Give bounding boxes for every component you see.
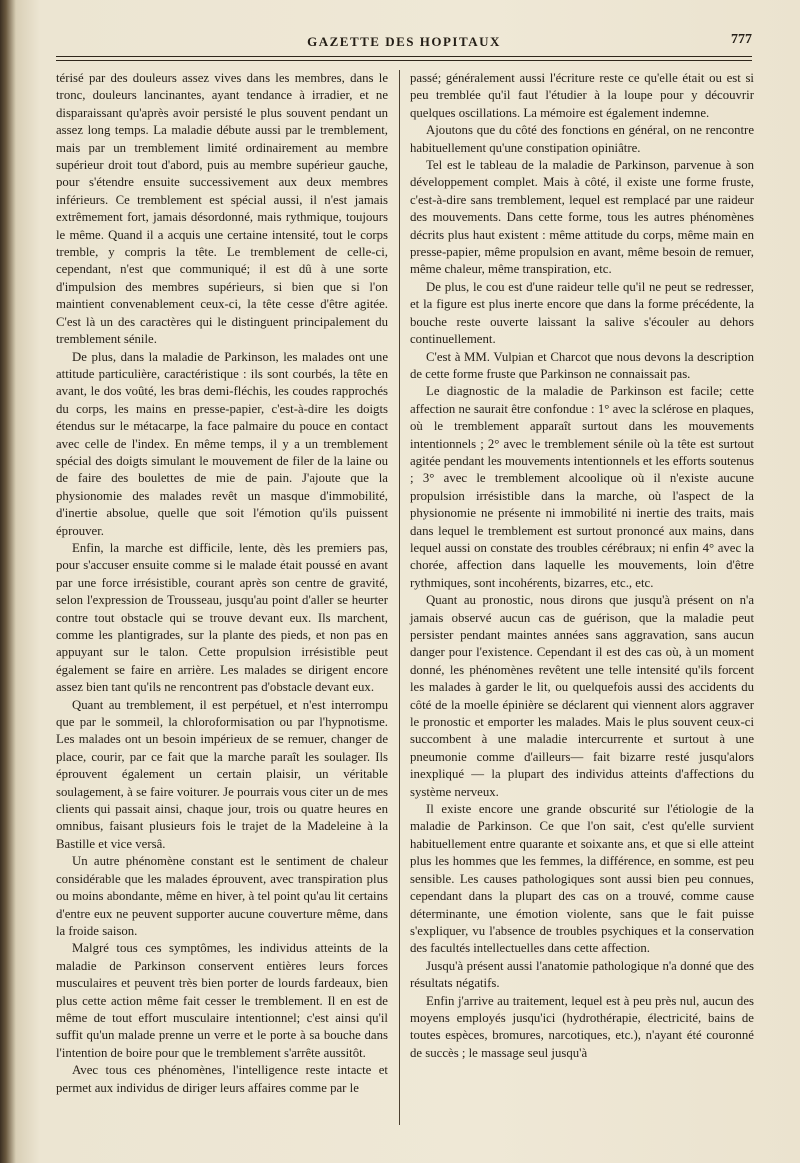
- paragraph: Ajoutons que du côté des fonctions en général, on ne rencontre habituellement qu'une constipation opiniâtre.: [410, 123, 754, 155]
- paragraph: Quant au tremblement, il est perpétuel, et n'est interrompu que par le sommeil, la chloroformisation ou par l'hypnotisme. Les malades ont un besoin impérieux de se remuer, changer de place, courir, par ce fait que la marche paraît les soulager. Ils éprouvent également un certain plaisir, un véritable soulagement, à se faire voiturer. Je pourrais vous citer un de mes clients qui passait ainsi, chaque jour, trois ou quatre heures en omnibus, faisant plusieurs fois le trajet de la Madeleine à la Bastille et vice versâ.: [56, 697, 388, 851]
- paragraph: Enfin j'arrive au traitement, lequel est à peu près nul, aucun des moyens employés jusqu'ici (hydrothérapie, électricité, bains de toutes espèces, bromures, narcotiques, etc.), n'ayant été couronné de succès ; le massage seul jusqu'à: [410, 993, 754, 1060]
- page-header: [56, 30, 752, 54]
- right-column: [410, 70, 754, 1062]
- paragraph: passé; généralement aussi l'écriture reste ce qu'elle était ou est si peu tremblée qu'il faut l'étudier à la loupe pour y découvrir quelques oscillations. La mémoire est également indemne.: [410, 71, 754, 120]
- header-rule-thick: [56, 56, 752, 57]
- paragraph: Quant au pronostic, nous dirons que jusqu'à présent on n'a jamais observé aucun cas de guérison, que la maladie peut persister pendant maintes années sans aggravation, sans aucun danger pour l'existence. Cependant il est des cas où, à un moment donné, les phénomènes revêtent une telle intensité qu'ils forcent les malades à garder le lit, ou quelquefois aussi des accidents du côté de la moelle épinière se déclarent qui viennent alors aggraver le pronostic et emporter les malades. Mais le plus souvent ceux-ci succombent à une maladie intercurrente et surtout à une pneumonie comme d'ailleurs— fait bizarre resté jusqu'alors inexpliqué — la plupart des individus atteints d'affections du système nerveux.: [410, 593, 754, 799]
- paragraph: Enfin, la marche est difficile, lente, dès les premiers pas, pour s'accuser ensuite comme si le malade était poussé en avant par une force irrésistible, courant après son centre de gravité, selon l'expression de Trousseau, jusqu'au point d'aller se heurter contre tout obstacle qui se trouve devant eux. Ils marchent, comme les plantigrades, sur la plante des pieds, et non pas en appuyant sur le talon. Cette propulsion irrésistible peut également se faire en arrière. Les malades se dirigent encore assez bien tant qu'ils ne rencontrent pas d'obstacle devant eux.: [56, 540, 388, 695]
- paragraph: Avec tous ces phénomènes, l'intelligence reste intacte et permet aux individus de diriger leurs affaires comme par le: [56, 1063, 388, 1095]
- paragraph: Un autre phénomène constant est le sentiment de chaleur considérable que les malades éprouvent, avec transpiration plus ou moins abondante, même en hiver, à tel point qu'au lit certains d'entre eux ne peuvent supporter aucune couverture même, dans la froide saison.: [56, 854, 388, 938]
- paragraph: Tel est le tableau de la maladie de Parkinson, parvenue à son développement complet. Mais à côté, il existe une forme fruste, c'est-à-dire sans tremblement, lequel est remplacé par une raideur des mouvements. Dans cette forme, tous les autres phénomènes décrits plus haut existent : même attitude du corps, même main en presse-papier, même propulsion en avant, même besoin de remuer, même chaleur, même transpiration, etc.: [410, 158, 754, 277]
- paragraph: Jusqu'à présent aussi l'anatomie pathologique n'a donné que des résultats négatifs.: [410, 958, 754, 991]
- paragraph: De plus, le cou est d'une raideur telle qu'il ne peut se redresser, et la figure est plus inerte encore que dans la forme précédente, la bouche reste ouverte laissant la salive s'écouler au dehors continuellement.: [410, 279, 754, 347]
- page-number: 777: [731, 32, 752, 47]
- paragraph: Il existe encore une grande obscurité sur l'étiologie de la maladie de Parkinson. Ce que l'on sait, c'est qu'elle survient habituellement entre quarante et soixante ans, et que si elle atteint plus les hommes que les femmes, la différence, en somme, est peu sensible. Les causes pathologiques sont aussi bien peu connues, cependant dans la plupart des cas on a trouvé, comme cause déterminante, une émotion violente, sans que le fait puisse s'expliquer, vu l'absence de troubles psychiques et la conservation des facultés intellectuelles dans cette affection.: [410, 802, 754, 956]
- paragraph: térisé par des douleurs assez vives dans les membres, dans le tronc, douleurs lancinantes, ayant tendance à irradier, et ne disparaissant qu'après avoir persisté le plus souvent pendant un assez long temps. La maladie débute aussi par le tremblement, mais par un tremblement limité ordinairement au membre supérieur droit tout d'abord, puis au membre supérieur gauche, pour s'étendre ensuite successivement aux deux membres inférieurs. Ce tremblement est spécial aussi, il n'est jamais extrêmement fort, jamais désordonné, mais rythmique, toujours le même. Quand il a acquis une certaine intensité, tout le corps tremble, y compris la tête. Le tremblement de celle-ci, cependant, n'est que communiqué; il est dû à une sorte d'impulsion des membres supérieurs, si bien que si l'on maintient convenablement ceux-ci, la tête cesse d'être agitée. C'est là un des caractères qui le distinguent principalement du tremblement sénile.: [56, 71, 388, 347]
- paragraph: Malgré tous ces symptômes, les individus atteints de la maladie de Parkinson conservent entières leurs forces musculaires et peuvent très bien porter de lourds fardeaux, bien plus cette action même fait cesser le tremblement. Il en est de même de tout effort musculaire intentionnel; c'est ainsi qu'il suffit qu'un malade prenne un verre et le porte à sa bouche dans l'intention de boire pour que le tremblement s'arrête aussitôt.: [56, 941, 388, 1060]
- paragraph: Le diagnostic de la maladie de Parkinson est facile; cette affection ne saurait être confondue : 1° avec la sclérose en plaques, où le tremblement apparaît surtout dans les mouvements intentionnels ; 2° avec le tremblement sénile où la tête est surtout agitée pendant les mouvements intentionnels et les efforts soutenus ; 3° avec le tremblement alcoolique où il n'existe aucune propulsion irrésistible dans la marche, où l'aspect de la physionomie ne présente ni immobilité ni inertie des traits, mais dans lequel le tremblement est surtout prononcé aux mains, dans lequel aussi on constate des troubles cérébraux; ni enfin 4° avec la chorée, affection dans laquelle les mouvements, loin d'être rythmiques, sont incohérents, bizarres, etc., etc.: [410, 384, 754, 590]
- paragraph: De plus, dans la maladie de Parkinson, les malades ont une attitude particulière, caractéristique : ils sont courbés, la tête en avant, le dos voûté, les bras demi-fléchis, les coudes rapprochés du corps, les mains en presse-papier, c'est-à-dire les doigts étendus sur le métacarpe, la face palmaire du pouce en contact avec celle de l'index. En même temps, il y a un tremblement spécial des doigts simulant le mouvement de filer de la laine ou de faire des boulettes de mie de pain. J'ajoute que la physionomie des malades revêt un masque d'immobilité, d'inertie absolue, quelle que soit l'émotion qu'ils puissent éprouver.: [56, 349, 388, 538]
- journal-title: GAZETTE DES HOPITAUX: [307, 34, 501, 49]
- header-rule-thin: [56, 60, 752, 61]
- left-column: [56, 70, 388, 1097]
- column-separator: [399, 70, 400, 1125]
- paragraph: C'est à MM. Vulpian et Charcot que nous devons la description de cette forme fruste que Parkinson ne connaissait pas.: [410, 349, 754, 381]
